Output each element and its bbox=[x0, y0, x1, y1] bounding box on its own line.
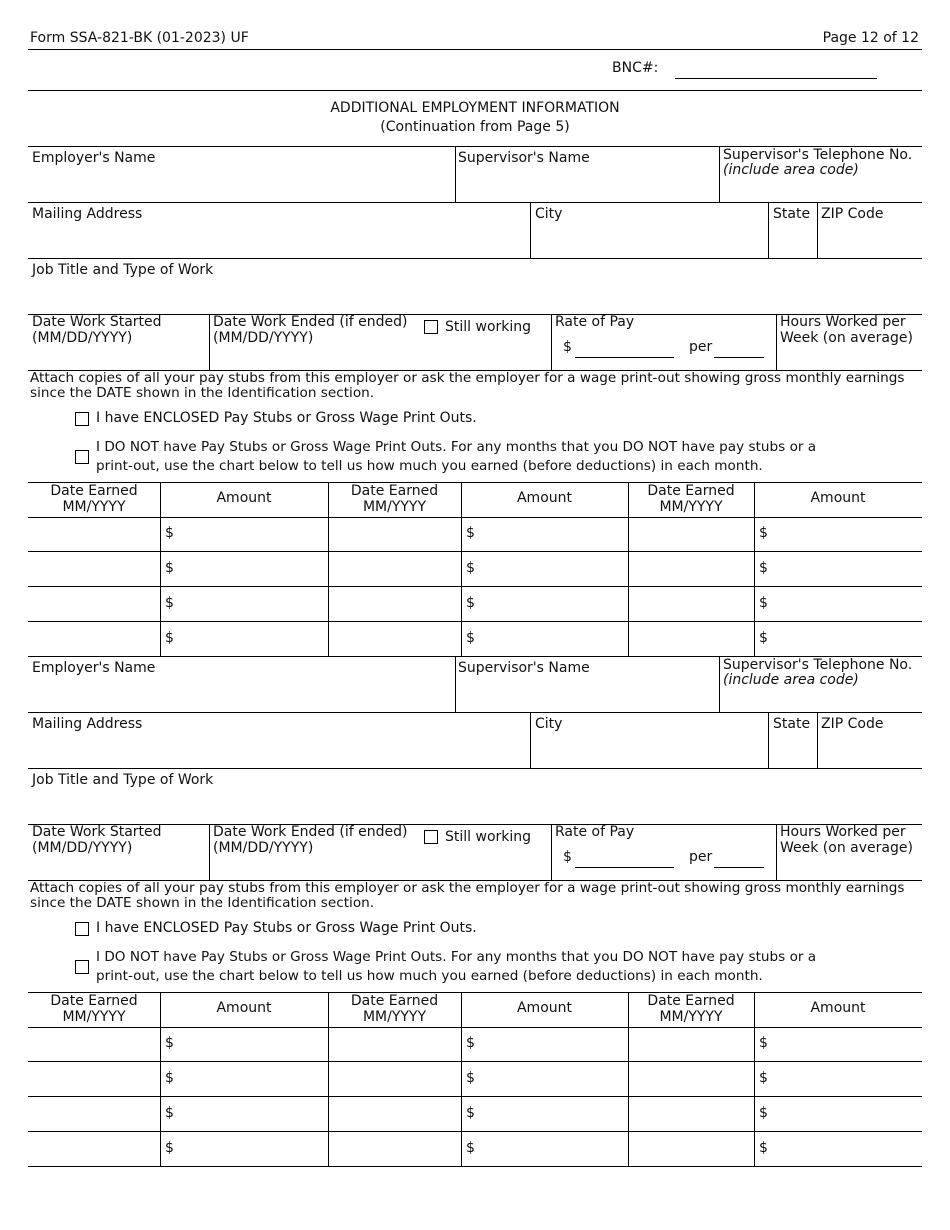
city-input[interactable] bbox=[535, 738, 767, 764]
employer-name-label: Employer's Name bbox=[32, 660, 156, 676]
rate-of-pay-label: Rate of Pay bbox=[555, 314, 635, 330]
employer-name-input[interactable] bbox=[32, 682, 451, 708]
date-started-label: Date Work Started bbox=[32, 824, 162, 840]
amount-dollar: $ bbox=[165, 1035, 174, 1051]
still-working-checkbox[interactable] bbox=[424, 320, 438, 334]
city-input[interactable] bbox=[535, 228, 767, 254]
employer-block-2 bbox=[0, 510, 950, 1170]
attach-text-1: Attach copies of all your pay stubs from this employer or ask the employer for a wage print-out showing gross monthly earnings bbox=[30, 370, 905, 386]
date-started-format: (MM/DD/YYYY) bbox=[32, 330, 133, 346]
attach-text-2: since the DATE shown in the Identification section. bbox=[30, 895, 375, 911]
amount-dollar: $ bbox=[466, 1105, 475, 1121]
amount-dollar: $ bbox=[759, 595, 768, 611]
col-amount-1: Amount bbox=[216, 1000, 272, 1016]
rate-per-line[interactable] bbox=[714, 357, 764, 358]
enclosed-checkbox[interactable] bbox=[75, 922, 89, 936]
col-date-earned-2: Date Earned MM/YYYY bbox=[350, 993, 439, 1025]
rate-per-label: per bbox=[689, 339, 713, 355]
amount-dollar: $ bbox=[759, 630, 768, 646]
col-amount-1: Amount bbox=[216, 490, 272, 506]
form-id: Form SSA-821-BK (01-2023) UF bbox=[30, 30, 249, 46]
job-title-label: Job Title and Type of Work bbox=[32, 262, 214, 278]
not-have-label-2: print-out, use the chart below to tell us how much you earned (before deductions) in each month. bbox=[96, 458, 763, 474]
col-amount-3: Amount bbox=[810, 490, 866, 506]
supervisor-name-label: Supervisor's Name bbox=[458, 150, 590, 166]
job-title-label: Job Title and Type of Work bbox=[32, 772, 214, 788]
col-date-earned-2: Date Earned MM/YYYY bbox=[350, 483, 439, 515]
amount-dollar: $ bbox=[165, 1140, 174, 1156]
col-amount-3: Amount bbox=[810, 1000, 866, 1016]
amount-dollar: $ bbox=[165, 560, 174, 576]
amount-dollar: $ bbox=[759, 1070, 768, 1086]
zip-label: ZIP Code bbox=[821, 716, 884, 732]
page-number: Page 12 of 12 bbox=[822, 30, 919, 46]
rate-dollar-sign: $ bbox=[563, 849, 572, 865]
amount-dollar: $ bbox=[466, 1035, 475, 1051]
rate-amount-line[interactable] bbox=[575, 867, 674, 868]
supervisor-name-input[interactable] bbox=[458, 172, 717, 198]
enclosed-checkbox[interactable] bbox=[75, 412, 89, 426]
amount-dollar: $ bbox=[165, 1105, 174, 1121]
rate-dollar-sign: $ bbox=[563, 339, 572, 355]
zip-input[interactable] bbox=[821, 738, 921, 764]
col-date-earned-1: Date Earned MM/YYYY bbox=[50, 993, 138, 1025]
amount-dollar: $ bbox=[466, 595, 475, 611]
job-title-input[interactable] bbox=[32, 284, 916, 310]
supervisor-phone-input[interactable] bbox=[723, 690, 922, 712]
hours-worked-label: Hours Worked per bbox=[780, 824, 906, 840]
not-have-label-1: I DO NOT have Pay Stubs or Gross Wage Print Outs. For any months that you DO NOT have pay stubs or a bbox=[96, 439, 817, 455]
amount-dollar: $ bbox=[759, 1140, 768, 1156]
date-ended-format: (MM/DD/YYYY) bbox=[213, 330, 314, 346]
section-subtitle: (Continuation from Page 5) bbox=[380, 119, 570, 135]
col-date-earned-1: Date Earned MM/YYYY bbox=[50, 483, 138, 515]
amount-dollar: $ bbox=[466, 560, 475, 576]
amount-dollar: $ bbox=[466, 1140, 475, 1156]
amount-dollar: $ bbox=[165, 630, 174, 646]
section-title: ADDITIONAL EMPLOYMENT INFORMATION bbox=[330, 100, 620, 116]
col-date-earned-3: Date Earned MM/YYYY bbox=[647, 483, 735, 515]
state-input[interactable] bbox=[773, 738, 817, 764]
hours-worked-label: Hours Worked per bbox=[780, 314, 906, 330]
zip-input[interactable] bbox=[821, 228, 921, 254]
rate-per-line[interactable] bbox=[714, 867, 764, 868]
amount-dollar: $ bbox=[466, 525, 475, 541]
amount-dollar: $ bbox=[165, 1070, 174, 1086]
date-started-label: Date Work Started bbox=[32, 314, 162, 330]
not-have-label-2: print-out, use the chart below to tell us how much you earned (before deductions) in each month. bbox=[96, 968, 763, 984]
city-label: City bbox=[535, 206, 563, 222]
state-label: State bbox=[773, 716, 811, 732]
enclosed-label: I have ENCLOSED Pay Stubs or Gross Wage Print Outs. bbox=[96, 920, 477, 936]
hours-worked-avg: Week (on average) bbox=[780, 840, 913, 856]
supervisor-phone-note: (include area code) bbox=[723, 672, 859, 688]
hours-worked-avg: Week (on average) bbox=[780, 330, 913, 346]
date-ended-label: Date Work Ended (if ended) bbox=[213, 824, 408, 840]
amount-dollar: $ bbox=[759, 525, 768, 541]
employer-name-input[interactable] bbox=[32, 172, 451, 198]
state-input[interactable] bbox=[773, 228, 817, 254]
amount-dollar: $ bbox=[165, 525, 174, 541]
amount-dollar: $ bbox=[759, 560, 768, 576]
amount-dollar: $ bbox=[165, 595, 174, 611]
amount-dollar: $ bbox=[466, 630, 475, 646]
mailing-address-label: Mailing Address bbox=[32, 716, 143, 732]
supervisor-name-label: Supervisor's Name bbox=[458, 660, 590, 676]
col-amount-2: Amount bbox=[516, 490, 572, 506]
mailing-address-input[interactable] bbox=[32, 738, 528, 764]
attach-text-1: Attach copies of all your pay stubs from this employer or ask the employer for a wage print-out showing gross monthly earnings bbox=[30, 880, 905, 896]
enclosed-label: I have ENCLOSED Pay Stubs or Gross Wage Print Outs. bbox=[96, 410, 477, 426]
date-ended-format: (MM/DD/YYYY) bbox=[213, 840, 314, 856]
col-date-earned-3: Date Earned MM/YYYY bbox=[647, 993, 735, 1025]
not-have-checkbox[interactable] bbox=[75, 450, 89, 464]
attach-text-2: since the DATE shown in the Identification section. bbox=[30, 385, 375, 401]
not-have-checkbox[interactable] bbox=[75, 960, 89, 974]
employer-name-label: Employer's Name bbox=[32, 150, 156, 166]
city-label: City bbox=[535, 716, 563, 732]
mailing-address-label: Mailing Address bbox=[32, 206, 143, 222]
date-started-format: (MM/DD/YYYY) bbox=[32, 840, 133, 856]
amount-dollar: $ bbox=[759, 1035, 768, 1051]
still-working-label: Still working bbox=[445, 319, 532, 335]
rate-of-pay-label: Rate of Pay bbox=[555, 824, 635, 840]
amount-dollar: $ bbox=[466, 1070, 475, 1086]
supervisor-phone-label: Supervisor's Telephone No. bbox=[723, 657, 913, 673]
state-label: State bbox=[773, 206, 811, 222]
still-working-checkbox[interactable] bbox=[424, 830, 438, 844]
rate-amount-line[interactable] bbox=[575, 357, 674, 358]
rate-per-label: per bbox=[689, 849, 713, 865]
supervisor-name-input[interactable] bbox=[458, 682, 717, 708]
job-title-input[interactable] bbox=[32, 794, 916, 820]
supervisor-phone-input[interactable] bbox=[723, 180, 922, 202]
bnc-label: BNC#: bbox=[612, 60, 659, 76]
date-ended-label: Date Work Ended (if ended) bbox=[213, 314, 408, 330]
mailing-address-input[interactable] bbox=[32, 228, 528, 254]
amount-dollar: $ bbox=[759, 1105, 768, 1121]
supervisor-phone-label: Supervisor's Telephone No. bbox=[723, 147, 913, 163]
supervisor-phone-note: (include area code) bbox=[723, 162, 859, 178]
still-working-label: Still working bbox=[445, 829, 532, 845]
col-amount-2: Amount bbox=[516, 1000, 572, 1016]
zip-label: ZIP Code bbox=[821, 206, 884, 222]
not-have-label-1: I DO NOT have Pay Stubs or Gross Wage Print Outs. For any months that you DO NOT have pay stubs or a bbox=[96, 949, 817, 965]
